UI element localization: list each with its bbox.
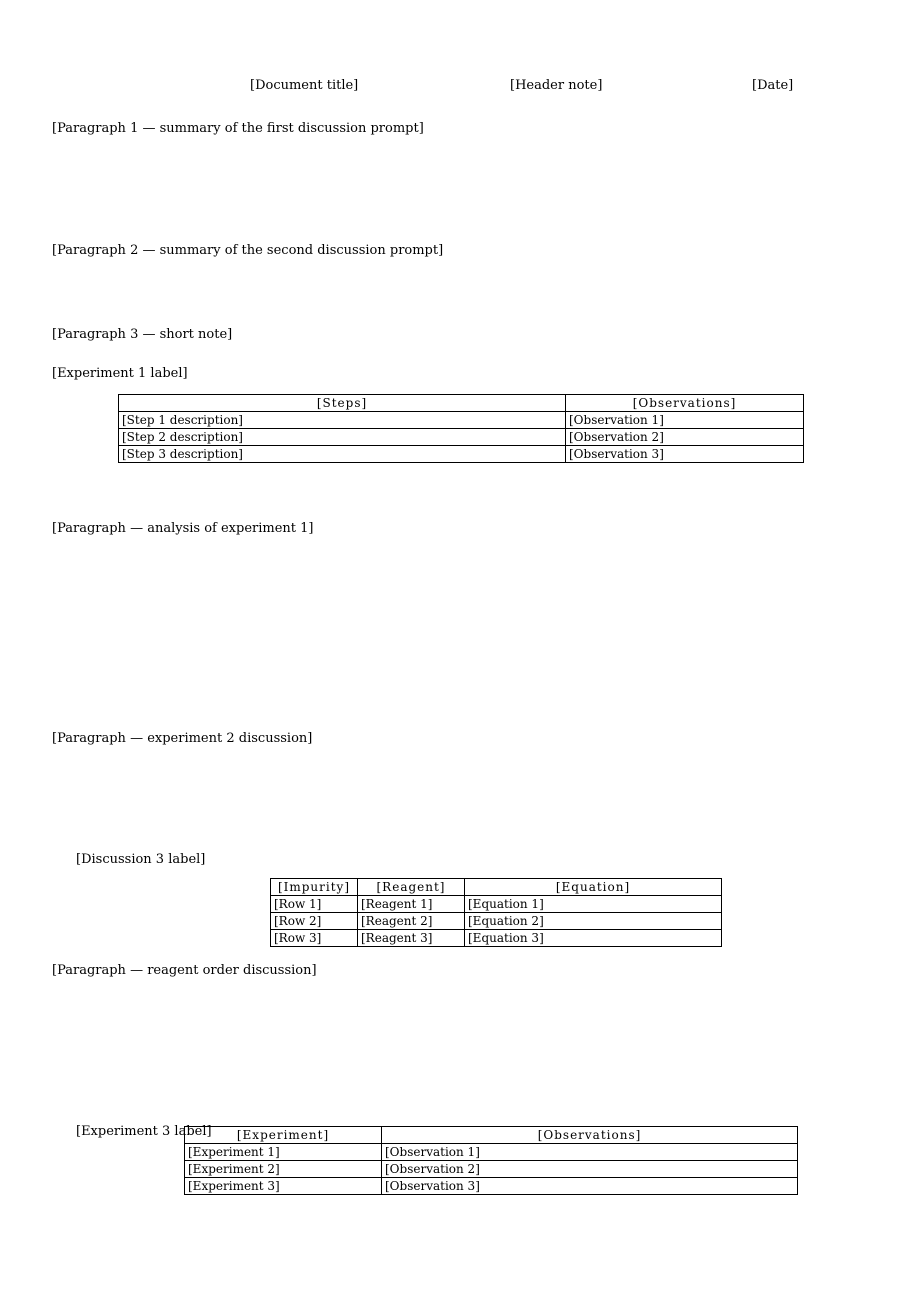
section-6: [Paragraph — experiment 2 discussion] — [52, 731, 313, 746]
section-3: [Paragraph 3 — short note] — [52, 327, 233, 342]
table-1 — [118, 394, 804, 463]
table-3-header: [Observations] — [382, 1127, 798, 1144]
table-cell: [Experiment 3] — [185, 1178, 382, 1195]
table-cell: [Equation 2] — [465, 913, 722, 930]
table-cell: [Step 3 description] — [119, 446, 566, 463]
table-row — [185, 1144, 798, 1161]
table-3-header: [Experiment] — [185, 1127, 382, 1144]
table-1-header: [Steps] — [119, 395, 566, 412]
table-row — [185, 1161, 798, 1178]
table-cell: [Experiment 2] — [185, 1161, 382, 1178]
header-note: [Header note] — [510, 78, 603, 93]
table-row — [119, 412, 804, 429]
table-row — [185, 1178, 798, 1195]
table-cell: [Experiment 1] — [185, 1144, 382, 1161]
page-header — [0, 78, 920, 98]
table-row — [119, 446, 804, 463]
table-row — [271, 930, 722, 947]
section-9-label: [Experiment 3 label] — [76, 1124, 212, 1139]
header-title: [Document title] — [250, 78, 359, 93]
table-cell: [Step 1 description] — [119, 412, 566, 429]
table-cell: [Observation 1] — [382, 1144, 798, 1161]
section-1: [Paragraph 1 — summary of the first discussion prompt] — [52, 121, 424, 136]
table-cell: [Observation 3] — [382, 1178, 798, 1195]
table-2-header: [Impurity] — [271, 879, 358, 896]
table-cell: [Reagent 1] — [358, 896, 465, 913]
section-7-label: [Discussion 3 label] — [76, 852, 206, 867]
table-row — [271, 896, 722, 913]
table-1-header: [Observations] — [566, 395, 804, 412]
table-3 — [184, 1126, 798, 1195]
table-cell: [Observation 2] — [382, 1161, 798, 1178]
section-2: [Paragraph 2 — summary of the second discussion prompt] — [52, 243, 444, 258]
table-cell: [Step 2 description] — [119, 429, 566, 446]
table-cell: [Equation 1] — [465, 896, 722, 913]
table-cell: [Equation 3] — [465, 930, 722, 947]
table-cell: [Row 3] — [271, 930, 358, 947]
table-cell: [Observation 1] — [566, 412, 804, 429]
table-2 — [270, 878, 722, 947]
table-cell: [Row 2] — [271, 913, 358, 930]
table-2-header: [Equation] — [465, 879, 722, 896]
table-2-header: [Reagent] — [358, 879, 465, 896]
section-5: [Paragraph — analysis of experiment 1] — [52, 521, 314, 536]
section-8: [Paragraph — reagent order discussion] — [52, 963, 317, 978]
table-cell: [Reagent 3] — [358, 930, 465, 947]
table-row — [271, 913, 722, 930]
table-cell: [Observation 3] — [566, 446, 804, 463]
section-4-label: [Experiment 1 label] — [52, 366, 188, 381]
header-date: [Date] — [752, 78, 794, 93]
table-cell: [Row 1] — [271, 896, 358, 913]
table-cell: [Observation 2] — [566, 429, 804, 446]
table-cell: [Reagent 2] — [358, 913, 465, 930]
table-row — [119, 429, 804, 446]
